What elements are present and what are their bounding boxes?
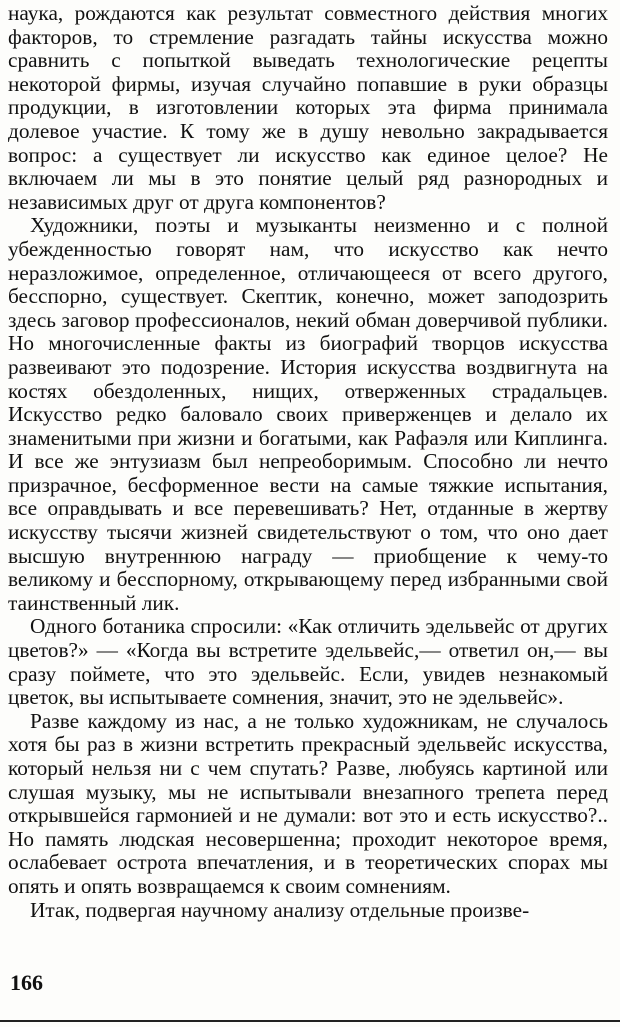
page-number: 166 (10, 970, 43, 995)
paragraph-continuation: наука, рождаются как результат совместного действия многих факторов, то стремление разгадать тайны искусства можно сравнить с попыткой выведать технологические рецепты некоторой фирмы, изучая случайно попавшие в руки образцы продукции, в изготовлении которых эта фирма принимала долевое участие. К тому же в душу невольно закрадывается вопрос: а существует ли искусство как единое целое? Не включаем ли мы в это понятие целый ряд разнородных и независимых друг от друга компонентов? (8, 1, 608, 214)
body-text (8, 2, 608, 922)
paragraph: Итак, подвергая научному анализу отдельные произве- (30, 897, 530, 922)
page-bottom-edge (0, 1020, 620, 1022)
paragraph: Художники, поэты и музыканты неизменно и с полной убежденностью говорят нам, что искусство как нечто неразложимое, определенное, отличающееся от всего другого, бесспорно, существует. Скептик, конечно, может заподозрить здесь заговор профессионалов, некий обман доверчивой публики. Но многочисленные факты из биографий творцов искусства развеивают это подозрение. История искусства воздвигнута на костях обездоленных, нищих, отверженных страдальцев. Искусство редко баловало своих приверженцев и делало их знаменитыми при жизни и богатыми, как Рафаэля или Киплинга. И все же энтузиазм был непреоборимым. Способно ли нечто призрачное, бесформенное вести на самые тяжкие испытания, все оправдывать и все перевешивать? Нет, отданные в жертву искусству тысячи жизней свидетельствуют о том, что оно дает высшую внутреннюю награду — приобщение к чему-то великому и бесспорному, открывающему перед избранными свой таинственный лик. (8, 213, 608, 615)
paragraph: Одного ботаника спросили: «Как отличить эдельвейс от других цветов?» — «Когда вы встретите эдельвейс,— ответил он,— вы сразу поймете, что это эдельвейс. Если, увидев незнакомый цветок, вы испытываете сомнения, значит, это не эдельвейс». (8, 614, 608, 710)
paragraph: Разве каждому из нас, а не только художникам, не случалось хотя бы раз в жизни встретить прекрасный эдельвейс искусства, который нельзя ни с чем спутать? Разве, любуясь картиной или слушая музыку, мы не испытывали внезапного трепета перед открывшейся гармонией и не думали: вот это и есть искусство?.. Но память людская несовершенна; проходит некоторое время, ослабевает острота впечатления, и в теоретических спорах мы опять и опять возвращаемся к своим сомнениям. (8, 708, 608, 898)
